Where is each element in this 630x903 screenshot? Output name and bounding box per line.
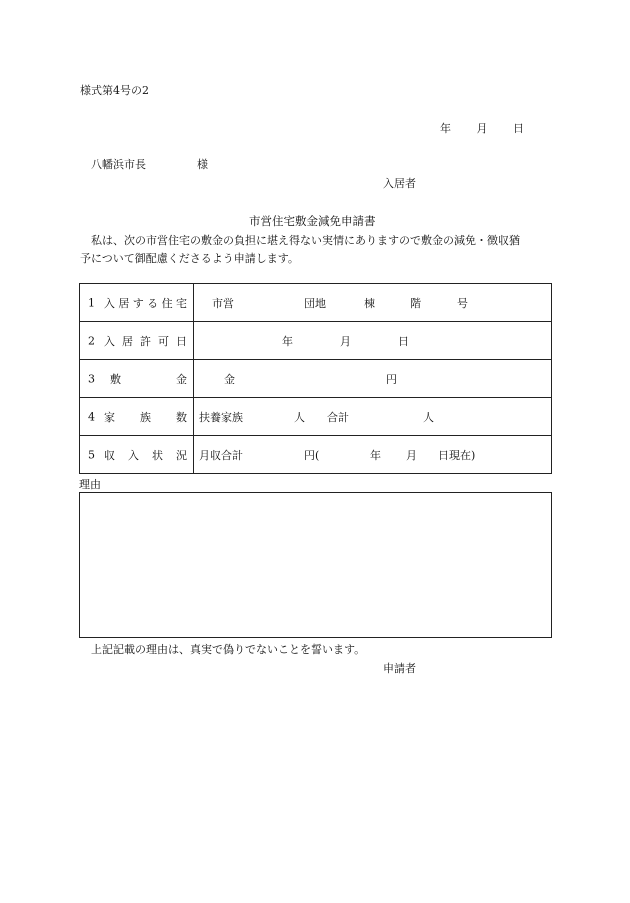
date-year: 年 (440, 122, 451, 135)
label-char: 状 (152, 448, 163, 462)
value-text: 階 (410, 296, 421, 310)
row-label-cell (80, 322, 194, 360)
row-label-cell (80, 284, 194, 322)
date-line (440, 120, 524, 136)
label-char: 可 (158, 334, 169, 348)
label-char: 数 (176, 410, 187, 424)
row-label (104, 409, 187, 425)
row-label-cell (80, 436, 194, 474)
row-number: 2 (88, 334, 95, 347)
label-char: 許 (140, 334, 151, 348)
label-char: 況 (176, 448, 187, 462)
body-line-2: 予について御配慮くださるよう申請します。 (80, 252, 299, 265)
row-value-cell (194, 322, 552, 360)
row-label (104, 295, 187, 311)
table-row (80, 284, 552, 322)
reason-input-box[interactable] (79, 492, 552, 638)
table-row (80, 398, 552, 436)
value-text: 日現在) (438, 448, 476, 462)
value-text: 市営 (212, 296, 234, 310)
value-text: 年 (370, 448, 381, 462)
table-row (80, 436, 552, 474)
value-text: 月 (406, 448, 417, 462)
declaration-text: 上記記載の理由は、真実で偽りでないことを誓います。 (91, 643, 366, 656)
row-value-cell (194, 436, 552, 474)
row-number: 5 (88, 448, 95, 461)
value-text: 日 (398, 334, 409, 348)
value-text: 棟 (364, 296, 375, 310)
signer-label: 申請者 (383, 662, 416, 675)
value-text: 団地 (304, 296, 326, 310)
value-text: 月収合計 (199, 448, 243, 462)
document-title: 市営住宅敷金減免申請書 (249, 214, 376, 228)
label-char: 族 (140, 410, 151, 424)
label-char: 日 (176, 334, 187, 348)
value-text: 合計 (327, 410, 349, 424)
value-text: 円 (386, 372, 397, 386)
row-label (104, 447, 187, 463)
value-text: 年 (282, 334, 293, 348)
row-number: 1 (88, 296, 95, 309)
body-line-1: 私は、次の市営住宅の敷金の負担に堪え得ない実情にありますので敷金の減免・徴収猶 (91, 234, 520, 247)
row-value-cell (194, 360, 552, 398)
value-text: 扶養家族 (199, 410, 243, 424)
form-number: 様式第4号の2 (80, 84, 149, 97)
value-text: 月 (340, 334, 351, 348)
row-value-cell (194, 284, 552, 322)
value-text: 号 (457, 296, 468, 310)
label-char: 住 (161, 296, 173, 310)
row-label-cell (80, 398, 194, 436)
label-char: 収 (104, 448, 115, 462)
row-number: 4 (88, 410, 95, 423)
label-char: 敷 (110, 372, 121, 386)
date-month: 月 (476, 122, 488, 135)
addressee-honorific: 様 (197, 158, 208, 171)
row-label-cell (80, 360, 194, 398)
label-char: 入 (104, 334, 115, 348)
addressee-mayor: 八幡浜市長 (91, 158, 146, 171)
applicant-label: 入居者 (383, 177, 416, 190)
value-text: 人 (294, 410, 305, 424)
table-row (80, 322, 552, 360)
label-char: 入 (128, 448, 139, 462)
label-char: 入 (104, 296, 115, 310)
date-day: 日 (513, 122, 524, 135)
table-row (80, 360, 552, 398)
value-text: 円( (304, 448, 320, 462)
reason-label: 理由 (79, 478, 101, 491)
row-value-cell (194, 398, 552, 436)
row-label (104, 333, 187, 349)
label-char: 居 (118, 296, 130, 310)
application-table (79, 283, 552, 474)
label-char: る (147, 296, 159, 310)
label-char: 宅 (175, 296, 187, 310)
label-char: 金 (176, 372, 187, 386)
value-text: 金 (224, 372, 235, 386)
label-char: 家 (104, 410, 115, 424)
label-char: 居 (122, 334, 133, 348)
row-label (110, 371, 187, 387)
row-number: 3 (88, 372, 95, 385)
label-char: す (132, 296, 144, 310)
value-text: 人 (423, 410, 434, 424)
